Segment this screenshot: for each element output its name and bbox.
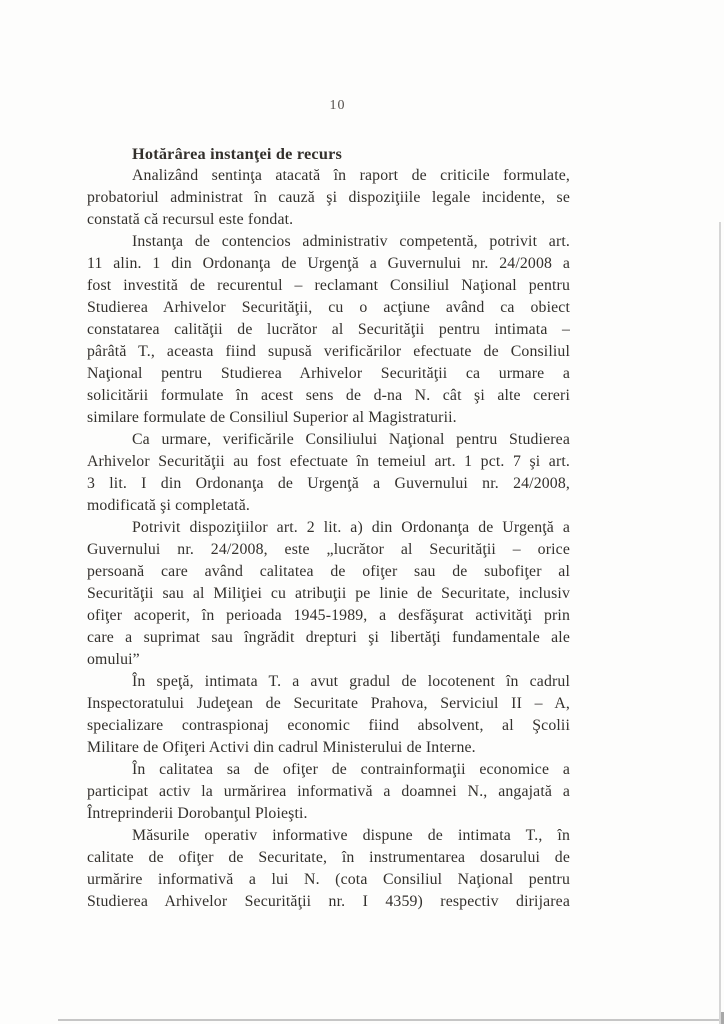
paragraph: [87, 165, 570, 231]
text-line: 11 alin. 1 din Ordonanţa de Urgenţă a Guvernului nr. 24/2008 a: [87, 255, 570, 272]
text-line: Ca urmare, verificările Consiliului Naţional pentru Studierea: [132, 431, 570, 448]
text-line: În calitatea sa de ofiţer de contrainformaţii economice a: [132, 761, 570, 778]
scan-artifact-bottom-line: [58, 1019, 724, 1021]
text-line: Instanţa de contencios administrativ competentă, potrivit art.: [132, 233, 570, 250]
paragraph: [87, 429, 570, 517]
text-line: constatarea calităţii de lucrător al Securităţii pentru intimata –: [87, 321, 570, 338]
text-line: Măsurile operativ informative dispune de intimata T., în: [132, 827, 570, 844]
text-line: calitate de ofiţer de Securitate, în instrumentarea dosarului de: [87, 849, 570, 866]
text-line: urmărire informativă a lui N. (cota Consiliul Naţional pentru: [87, 871, 570, 888]
text-line: Studierea Arhivelor Securităţii nr. I 4359) respectiv dirijarea: [87, 893, 570, 910]
text-line: Guvernului nr. 24/2008, este „lucrător al Securităţii – orice: [87, 541, 570, 558]
text-line: pârâtă T., aceasta fiind supusă verificărilor efectuate de Consiliul: [87, 343, 570, 360]
section-heading: Hotărârea instanţei de recurs: [132, 144, 343, 163]
text-line: probatoriul administrat în cauză şi dispoziţiile legale incidente, se: [87, 189, 570, 206]
paragraph: [87, 671, 570, 759]
text-line: persoană care având calitatea de ofiţer sau de subofiţer al: [87, 563, 570, 580]
paragraph: [87, 759, 570, 825]
text-line: Naţional pentru Studierea Arhivelor Securităţii ca urmare a: [87, 365, 570, 382]
text-line: specializare contraspionaj economic fiind absolvent, al Şcolii: [87, 717, 570, 734]
scan-artifact-right-line: [719, 222, 721, 1024]
text-line: fost investită de recurentul – reclamant Consiliul Naţional pentru: [87, 277, 570, 294]
text-line: Securităţii sau al Miliţiei cu atribuţii pe linie de Securitate, inclusiv: [87, 585, 570, 602]
text-line: constată că recursul este fondat.: [87, 211, 294, 228]
text-line: Arhivelor Securităţii au fost efectuate în temeiul art. 1 pct. 7 şi art.: [87, 453, 570, 470]
paragraphs: [87, 165, 570, 913]
text-line: Studierea Arhivelor Securităţii, cu o acţiune având ca obiect: [87, 299, 570, 316]
paragraph: [87, 231, 570, 429]
paragraph: [87, 517, 570, 671]
text-line: participat activ la urmărirea informativă a doamnei N., angajată a: [87, 783, 570, 800]
text-line: 3 lit. I din Ordonanţa de Urgenţă a Guvernului nr. 24/2008,: [87, 475, 570, 492]
text-block: [87, 143, 570, 913]
text-line: ofiţer acoperit, în perioada 1945-1989, a desfăşurat activităţi prin: [87, 607, 570, 624]
text-line: Întreprinderii Dorobanţul Ploieşti.: [87, 805, 308, 822]
paragraph: [87, 825, 570, 913]
text-line: omului”: [87, 651, 140, 668]
text-line: În speţă, intimata T. a avut gradul de locotenent în cadrul: [132, 673, 570, 690]
text-line: modificată şi completată.: [87, 497, 250, 514]
text-line: solicitării formulate în acest sens de d-na N. cât şi alte cereri: [87, 387, 570, 404]
page-number: 10: [329, 98, 346, 113]
text-line: similare formulate de Consiliul Superior al Magistraturii.: [87, 409, 457, 426]
text-line: Inspectoratului Judeţean de Securitate Prahova, Serviciul II – A,: [87, 695, 570, 712]
text-line: care a suprimat sau îngrădit drepturi şi libertăţi fundamentale ale: [87, 629, 570, 646]
text-line: Militare de Ofiţeri Activi din cadrul Ministerului de Interne.: [87, 739, 476, 756]
text-line: Analizând sentinţa atacată în raport de criticile formulate,: [132, 167, 570, 184]
text-line: Potrivit dispoziţiilor art. 2 lit. a) din Ordonanţa de Urgenţă a: [132, 519, 570, 536]
